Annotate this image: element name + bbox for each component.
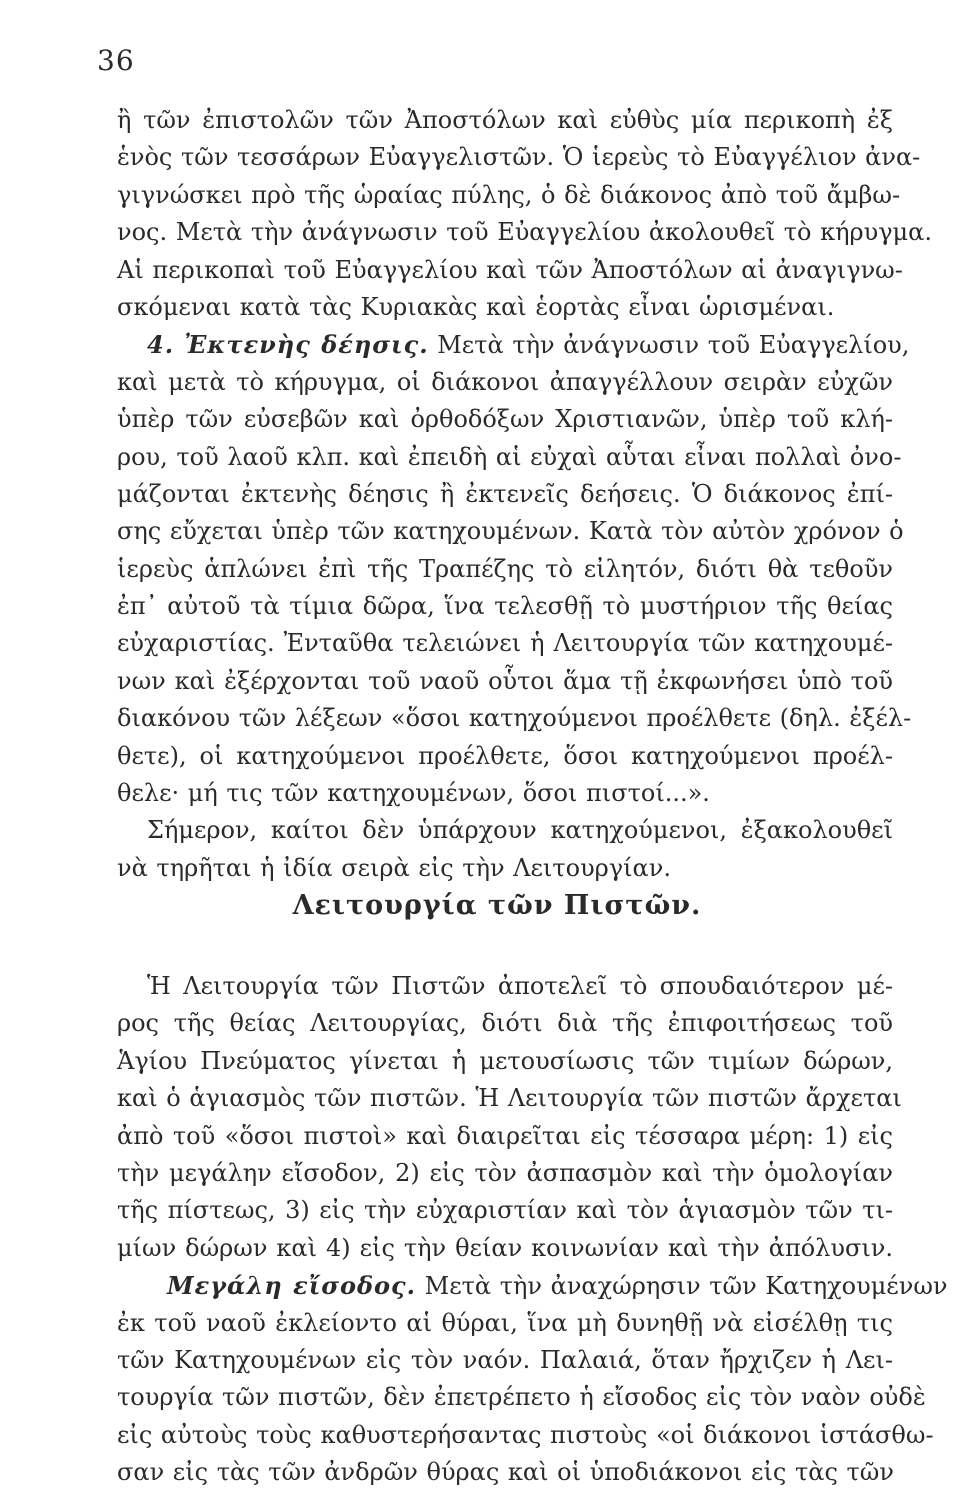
text-block-bottom [117, 968, 948, 1491]
text-line: σκόμεναι κατὰ τὰς Κυριακὰς καὶ ἑορτὰς εἶναι ὡρισμέναι. [117, 292, 835, 321]
text-line: τῆς πίστεως, 3) εἰς τὴν εὐχαριστίαν καὶ τὸν ἁγιασμὸν τῶν τι- [117, 1196, 893, 1225]
text-line: εὐχαριστίας. Ἐνταῦθα τελειώνει ἡ Λειτουργία τῶν κατηχουμέ- [117, 629, 893, 658]
text-line: ὑπὲρ τῶν εὐσεβῶν καὶ ὀρθοδόξων Χριστιανῶν, ὑπὲρ τοῦ κλή- [117, 405, 893, 434]
text-line: ἐπ᾿ αὐτοῦ τὰ τίμια δῶρα, ἵνα τελεσθῇ τὸ μυστήριον τῆς θείας [117, 592, 893, 621]
text-fragment: Μετὰ τὴν ἀναχώρησιν τῶν Κατηχουμένων [424, 1272, 948, 1301]
text-line: εἰς αὐτοὺς τοὺς καθυστερήσαντας πιστοὺς «οἱ διάκονοι ἱστάσθω- [117, 1420, 934, 1449]
text-line: καὶ ὁ ἁγιασμὸς τῶν πιστῶν. Ἡ Λειτουργία τῶν πιστῶν ἄρχεται [117, 1084, 902, 1113]
page-number: 36 [97, 44, 135, 77]
section-title: Λειτουργία τῶν Πιστῶν. [292, 890, 702, 921]
text-line: καὶ μετὰ τὸ κήρυγμα, οἱ διάκονοι ἀπαγγέλλουν σειρὰν εὐχῶν [117, 367, 893, 396]
text-line: νὰ τηρῆται ἡ ἰδία σειρὰ εἰς τὴν Λειτουργίαν. [117, 853, 671, 882]
text-block-top [117, 102, 932, 887]
text-line: τουργία τῶν πιστῶν, δὲν ἐπετρέπετο ἡ εἴσοδος εἰς τὸν ναὸν οὐδὲ [117, 1383, 926, 1412]
text-line: ρος τῆς θείας Λειτουργίας, διότι διὰ τῆς ἐπιφοιτήσεως τοῦ [117, 1009, 893, 1038]
text-line: μίων δώρων καὶ 4) εἰς τὴν θείαν κοινωνίαν καὶ τὴν ἀπόλυσιν. [117, 1233, 893, 1262]
text-line: ἢ τῶν ἐπιστολῶν τῶν Ἀποστόλων καὶ εὐθὺς μία περικοπὴ ἐξ [117, 106, 893, 134]
text-line: τῶν Κατηχουμένων εἰς τὸν ναόν. Παλαιά, ὅταν ἤρχιζεν ἡ Λει- [117, 1345, 893, 1374]
text-line: διακόνου τῶν λέξεων «ὅσοι κατηχούμενοι προέλθετε (δηλ. ἐξέλ- [117, 704, 912, 733]
text-line: νος. Μετὰ τὴν ἀνάγνωσιν τοῦ Εὐαγγελίου ἀκολουθεῖ τὸ κήρυγμα. [117, 218, 932, 247]
section-heading-megali-eisodos: Μεγάλη εἴσοδος. [167, 1271, 416, 1301]
text-line: Αἱ περικοπαὶ τοῦ Εὐαγγελίου καὶ τῶν Ἀποστόλων αἱ ἀναγιγνω- [117, 255, 903, 284]
section-heading-ektenis-deisis: 4. Ἐκτενὴς δέησις. [147, 330, 429, 360]
text-line: σης εὔχεται ὑπὲρ τῶν κατηχουμένων. Κατὰ τὸν αὐτὸν χρόνον ὁ [117, 517, 904, 546]
text-line: τὴν μεγάλην εἴσοδον, 2) εἰς τὸν ἀσπασμὸν καὶ τὴν ὁμολογίαν [117, 1158, 893, 1187]
text-line: ἐκ τοῦ ναοῦ ἐκλείοντο αἱ θύραι, ἵνα μὴ δυνηθῇ νὰ εἰσέλθῃ τις [117, 1308, 893, 1337]
text-line: Σήμερον, καίτοι δὲν ὑπάρχουν κατηχούμενοι, ἐξακολουθεῖ [147, 816, 893, 845]
text-line: γιγνώσκει πρὸ τῆς ὡραίας πύλης, ὁ δὲ διάκονος ἀπὸ τοῦ ἄμβω- [117, 180, 901, 209]
text-line: ἑνὸς τῶν τεσσάρων Εὐαγγελιστῶν. Ὁ ἱερεὺς τὸ Εὐαγγέλιον ἀνα- [117, 143, 921, 172]
paragraph-megali-eisodos-first-line [117, 1267, 948, 1304]
text-line: θελε· μή τις τῶν κατηχουμένων, ὅσοι πιστοί...». [117, 779, 710, 808]
text-line: ἱερεὺς ἁπλώνει ἐπὶ τῆς Τραπέζης τὸ εἰλητόν, διότι θὰ τεθοῦν [117, 554, 893, 583]
text-line: σαν εἰς τὰς τῶν ἀνδρῶν θύρας καὶ οἱ ὑποδιάκονοι εἰς τὰς τῶν [117, 1458, 894, 1487]
text-fragment: Μετὰ τὴν ἀνάγνωσιν τοῦ Εὐαγγελίου, [437, 331, 910, 360]
text-line: ρου, τοῦ λαοῦ κλπ. καὶ ἐπειδὴ αἱ εὐχαὶ αὗται εἶναι πολλαὶ ὀνο- [117, 442, 902, 471]
text-line: Ἡ Λειτουργία τῶν Πιστῶν ἀποτελεῖ τὸ σπουδαιότερον μέ- [147, 972, 893, 1000]
text-line: ἀπὸ τοῦ «ὅσοι πιστοὶ» καὶ διαιρεῖται εἰς τέσσαρα μέρη: 1) εἰς [117, 1121, 893, 1150]
text-line: Ἁγίου Πνεύματος γίνεται ἡ μετουσίωσις τῶν τιμίων δώρων, [117, 1046, 893, 1075]
text-line: νων καὶ ἐξέρχονται τοῦ ναοῦ οὗτοι ἅμα τῇ ἐκφωνήσει ὑπὸ τοῦ [117, 666, 893, 695]
text-line: μάζονται ἐκτενὴς δέησις ἢ ἐκτενεῖς δεήσεις. Ὁ διάκονος ἐπί- [117, 479, 893, 508]
paragraph-4-first-line [117, 326, 910, 363]
text-line: θετε), οἱ κατηχούμενοι προέλθετε, ὅσοι κατηχούμενοι προέλ- [117, 741, 893, 770]
